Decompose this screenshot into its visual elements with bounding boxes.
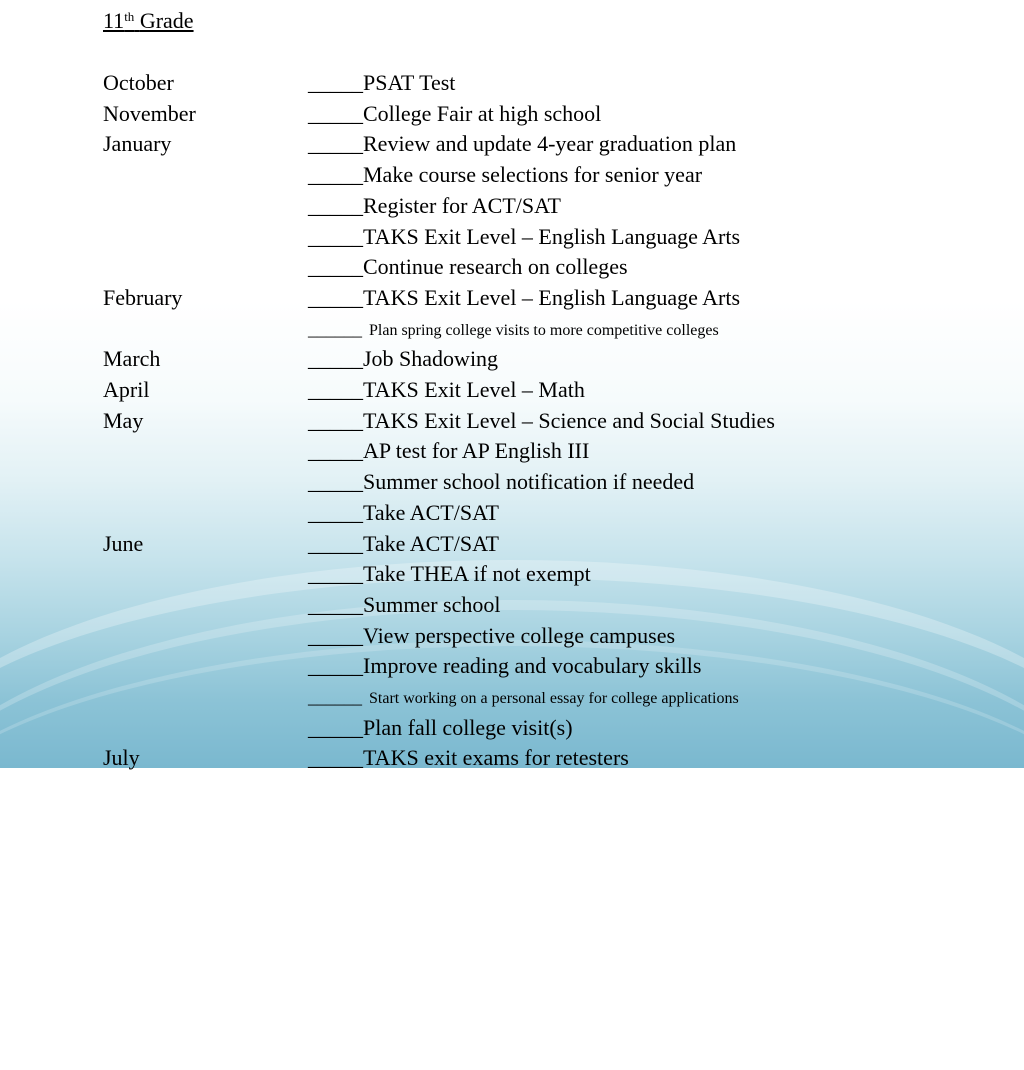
task-text: Summer school	[363, 591, 501, 617]
task-item	[308, 743, 629, 773]
checkbox-blank-line: _____	[308, 377, 363, 402]
task-item	[308, 99, 601, 129]
task-text: Job Shadowing	[363, 346, 499, 372]
task-text: Take ACT/SAT	[363, 530, 499, 556]
month-label: June	[103, 530, 144, 556]
checkbox-blank-line: _____	[308, 192, 363, 218]
month-label: April	[103, 377, 150, 402]
checkbox-blank-line: _____	[308, 469, 363, 495]
checkbox-blank-line: _____	[308, 438, 363, 464]
schedule-row	[0, 743, 1024, 773]
checkbox-blank-line: _____	[308, 407, 363, 433]
task-text: Make course selections for senior year	[363, 162, 703, 188]
schedule-row	[0, 375, 1024, 405]
checkbox-blank-line: _____	[308, 162, 363, 188]
checkbox-blank-line: ______	[308, 318, 362, 339]
task-text: PSAT Test	[363, 70, 456, 95]
schedule-row	[0, 314, 1024, 344]
checkbox-blank-line: _____	[308, 131, 363, 157]
checkbox-blank-line: _____	[308, 254, 363, 280]
month-label: May	[103, 407, 144, 433]
checkbox-blank-line: _____	[308, 499, 363, 525]
checkbox-blank-line: _____	[308, 346, 363, 372]
task-item	[308, 222, 740, 252]
task-text: Take THEA if not exempt	[363, 561, 591, 587]
month-label: November	[103, 100, 196, 126]
schedule-row	[0, 529, 1024, 559]
schedule-row	[0, 713, 1024, 743]
task-text: TAKS exit exams for retesters	[363, 745, 629, 771]
checkbox-blank-line: _____	[308, 100, 363, 126]
task-item	[308, 559, 591, 589]
checkbox-blank-line: _____	[308, 561, 363, 587]
task-text: Start working on a personal essay for college applications	[369, 690, 739, 707]
task-text: Review and update 4-year graduation plan	[363, 131, 737, 157]
task-text: TAKS Exit Level – English Language Arts	[363, 284, 741, 310]
checkbox-blank-line: _____	[308, 223, 363, 249]
task-item	[308, 529, 499, 559]
schedule-row	[0, 590, 1024, 620]
task-text: Register for ACT/SAT	[363, 192, 561, 218]
schedule-row	[0, 406, 1024, 436]
schedule-row	[0, 621, 1024, 651]
schedule-row	[0, 344, 1024, 374]
checkbox-blank-line: _____	[308, 530, 363, 556]
checkbox-blank-line: _____	[308, 70, 363, 95]
checkbox-blank-line: _____	[308, 745, 363, 771]
checkbox-blank-line: ______	[308, 687, 362, 707]
grade-number: 11	[103, 8, 125, 33]
task-item	[308, 314, 719, 346]
schedule-row	[0, 252, 1024, 282]
task-item	[308, 682, 739, 714]
schedule-row	[0, 682, 1024, 712]
checkbox-blank-line: _____	[308, 653, 363, 679]
grade-word: Grade	[139, 8, 194, 33]
schedule-row	[0, 99, 1024, 129]
task-text: AP test for AP English III	[363, 438, 590, 464]
schedule-row	[0, 68, 1024, 98]
task-text: TAKS Exit Level – Math	[363, 377, 585, 402]
task-item	[308, 252, 628, 282]
task-text: View perspective college campuses	[363, 622, 676, 648]
schedule-row	[0, 467, 1024, 497]
task-item	[308, 621, 675, 651]
schedule-row	[0, 559, 1024, 589]
task-item	[308, 498, 499, 528]
schedule-row	[0, 436, 1024, 466]
month-label: January	[103, 131, 172, 157]
task-text: TAKS Exit Level – English Language Arts	[363, 223, 741, 249]
task-item	[308, 191, 561, 221]
schedule-row	[0, 191, 1024, 221]
task-text: Continue research on colleges	[363, 254, 628, 280]
month-label: July	[103, 745, 140, 771]
task-item	[308, 160, 702, 190]
schedule-row	[0, 651, 1024, 681]
task-item	[308, 406, 775, 436]
task-item	[308, 129, 736, 159]
task-item	[308, 467, 694, 497]
month-label: March	[103, 346, 161, 372]
task-item	[308, 436, 589, 466]
schedule-row	[0, 129, 1024, 159]
schedule-row	[0, 160, 1024, 190]
task-text: Summer school notification if needed	[363, 469, 695, 495]
checkbox-blank-line: _____	[308, 714, 363, 740]
task-text: Improve reading and vocabulary skills	[363, 653, 702, 679]
task-text: Plan fall college visit(s)	[363, 714, 573, 740]
task-item	[308, 68, 455, 98]
task-text: TAKS Exit Level – Science and Social Studies	[363, 407, 775, 433]
grade-suffix: th	[124, 9, 135, 24]
checkbox-blank-line: _____	[308, 284, 363, 310]
task-item	[308, 590, 501, 620]
task-text: Plan spring college visits to more competitive colleges	[369, 321, 719, 339]
month-label: February	[103, 284, 183, 310]
task-item	[308, 344, 498, 374]
schedule-row	[0, 222, 1024, 252]
month-label: October	[103, 70, 174, 95]
checkbox-blank-line: _____	[308, 622, 363, 648]
task-item	[308, 375, 585, 405]
task-text: Take ACT/SAT	[363, 499, 499, 525]
task-text: College Fair at high school	[363, 100, 602, 126]
schedule-row	[0, 283, 1024, 313]
checkbox-blank-line: _____	[308, 591, 363, 617]
schedule-row	[0, 498, 1024, 528]
task-item	[308, 713, 573, 743]
task-item	[308, 651, 701, 681]
task-item	[308, 283, 740, 313]
page-title	[103, 8, 194, 34]
